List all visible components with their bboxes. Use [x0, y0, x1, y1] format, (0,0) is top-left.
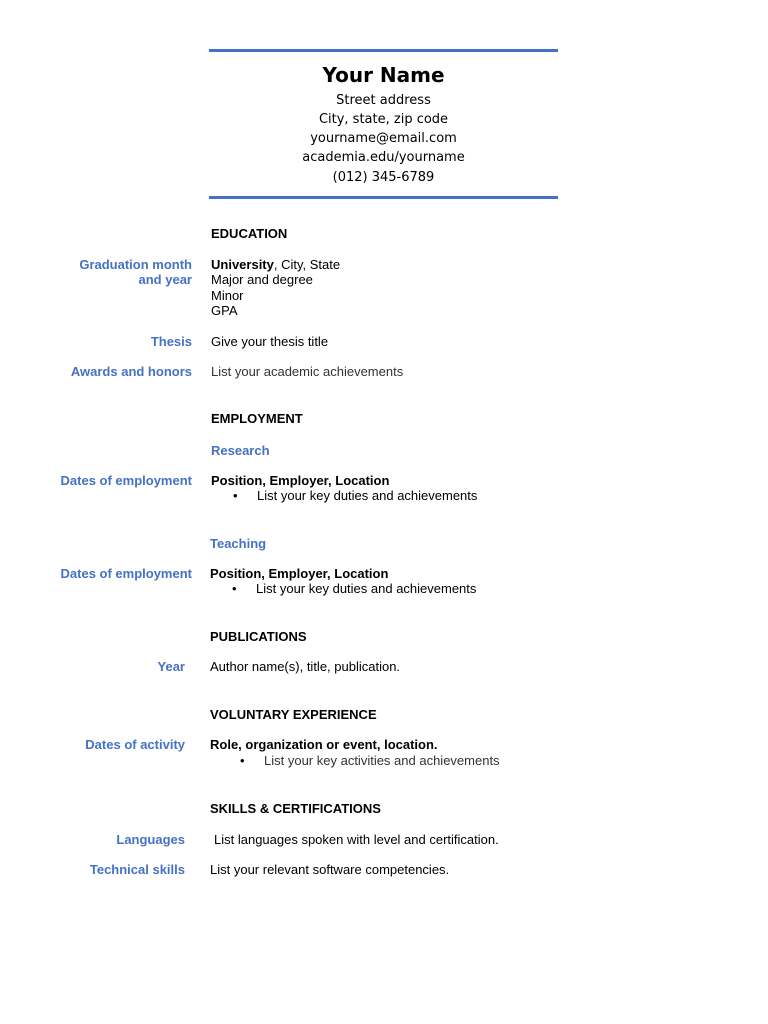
awards-text: List your academic achievements	[211, 364, 404, 379]
header-top-rule	[209, 49, 558, 52]
contact-email: yourname@email.com	[310, 131, 457, 146]
university-location: , City, State	[273, 257, 341, 272]
label-year: Year	[157, 659, 185, 674]
label-research-dates: Dates of employment	[60, 473, 192, 488]
subsection-research: Research	[211, 443, 270, 458]
section-title-voluntary: VOLUNTARY EXPERIENCE	[210, 707, 377, 722]
voluntary-bullet: List your key activities and achievements	[264, 753, 500, 768]
thesis-text: Give your thesis title	[211, 334, 329, 349]
contact-website: academia.edu/yourname	[302, 150, 465, 165]
bullet-glyph: •	[233, 488, 238, 503]
label-graduation-line2: and year	[138, 272, 192, 287]
contact-phone: (012) 345-6789	[332, 170, 435, 185]
label-graduation-line1: Graduation month	[79, 257, 192, 272]
section-title-skills: SKILLS & CERTIFICATIONS	[210, 801, 381, 816]
languages-text: List languages spoken with level and certification.	[214, 832, 499, 847]
label-teaching-dates: Dates of employment	[60, 566, 192, 581]
subsection-teaching: Teaching	[210, 536, 267, 551]
bullet-glyph: •	[232, 581, 237, 596]
bullet-glyph: •	[240, 753, 245, 768]
publication-entry: Author name(s), title, publication.	[210, 659, 401, 674]
education-major: Major and degree	[211, 272, 313, 287]
education-gpa: GPA	[211, 303, 238, 318]
university-name: University	[211, 257, 274, 272]
header-bottom-rule	[209, 196, 558, 199]
resume-name: Your Name	[322, 63, 445, 87]
label-thesis: Thesis	[150, 334, 192, 349]
label-languages: Languages	[116, 832, 185, 847]
section-title-employment: EMPLOYMENT	[211, 411, 303, 426]
teaching-bullet: List your key duties and achievements	[256, 581, 477, 596]
education-university-line	[211, 257, 340, 272]
section-title-education: EDUCATION	[211, 226, 288, 241]
contact-street: Street address	[336, 93, 431, 108]
research-position: Position, Employer, Location	[211, 473, 390, 488]
voluntary-role: Role, organization or event, location.	[210, 737, 438, 752]
research-bullet: List your key duties and achievements	[257, 488, 478, 503]
label-activity-dates: Dates of activity	[85, 737, 185, 752]
technical-skills-text: List your relevant software competencies.	[210, 862, 450, 877]
label-technical-skills: Technical skills	[89, 862, 185, 877]
label-awards: Awards and honors	[70, 364, 192, 379]
education-minor: Minor	[211, 288, 244, 303]
contact-city: City, state, zip code	[318, 112, 449, 127]
section-title-publications: PUBLICATIONS	[210, 629, 307, 644]
teaching-position: Position, Employer, Location	[210, 566, 389, 581]
